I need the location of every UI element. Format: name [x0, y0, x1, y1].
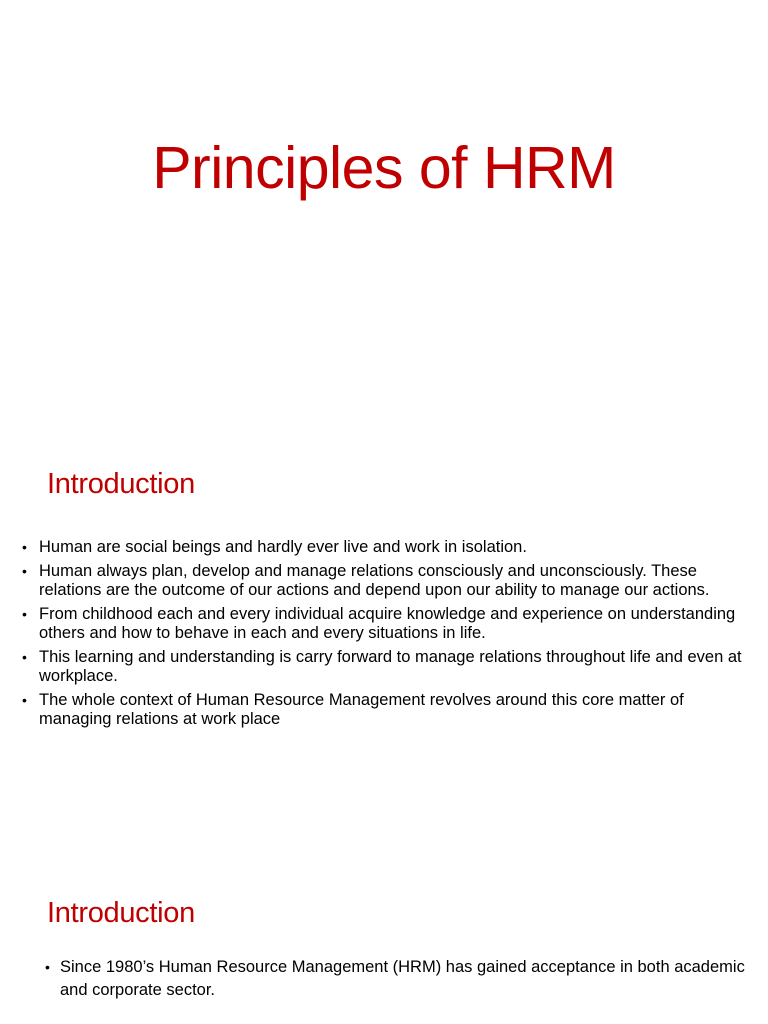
bullet-text: Human always plan, develop and manage relations consciously and unconsciously. These relations are the outcome of our actions and depend upon our ability to manage our actions.: [39, 561, 710, 599]
bullet-icon: •: [22, 605, 27, 622]
bullet-item: [22, 538, 752, 558]
bullet-list: [22, 538, 752, 734]
bullet-icon: •: [22, 539, 27, 555]
bullet-icon: •: [45, 959, 50, 975]
bullet-text: The whole context of Human Resource Management revolves around this core matter of managing relations at work place: [39, 690, 684, 728]
bullet-text: From childhood each and every individual acquire knowledge and experience on understanding others and how to behave in each and every situations in life.: [39, 604, 736, 642]
slide-title: Introduction: [47, 897, 195, 929]
bullet-text: Human are social beings and hardly ever live and work in isolation.: [39, 538, 527, 556]
bullet-text: This learning and understanding is carry forward to manage relations throughout life and even at workplace.: [39, 647, 742, 685]
bullet-icon: •: [22, 562, 27, 579]
bullet-text: Since 1980’s Human Resource Management (HRM) has gained acceptance in both academic and corporate sector.: [60, 958, 745, 999]
bullet-item: [22, 691, 752, 730]
bullet-item: [22, 648, 752, 687]
bullet-item: [45, 956, 745, 1002]
bullet-list: [45, 956, 745, 1006]
introduction-slide: [0, 432, 768, 864]
bullet-item: [22, 605, 752, 644]
bullet-item: [22, 562, 752, 601]
bullet-icon: •: [22, 648, 27, 665]
slide-title: Introduction: [47, 468, 195, 500]
bullet-icon: •: [22, 691, 27, 708]
title-slide: [0, 0, 768, 432]
presentation-title: Principles of HRM: [152, 135, 616, 201]
introduction-slide-2: [0, 864, 768, 1024]
